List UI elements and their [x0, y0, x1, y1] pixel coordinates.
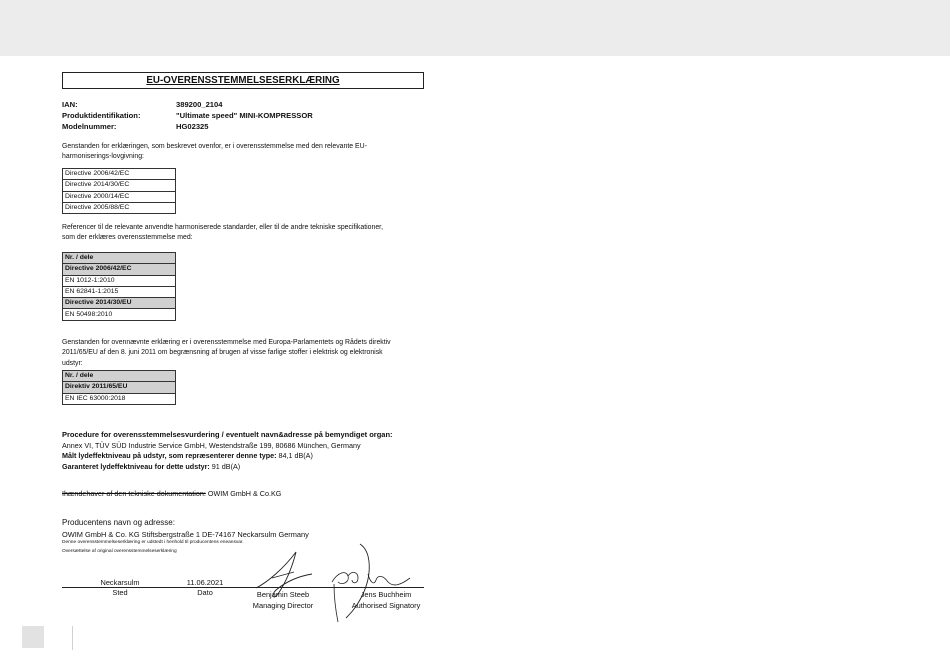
producer-address: OWIM GmbH & Co. KG Stiftsbergstraße 1 DE-74167 Neckarsulm Germany: [62, 530, 309, 539]
place-label: Sted: [112, 588, 128, 597]
directive-cell: Directive 2014/30/EC: [63, 180, 176, 191]
sole-responsibility-note: Denne overensstemmelseserklæring er udstedt i henhold til producentens eneansvar.: [62, 540, 244, 546]
directive-cell: Directive 2005/88/EC: [63, 202, 176, 213]
directive-cell: Directive 2006/42/EC: [63, 169, 176, 180]
date-value: 11.06.2021: [186, 578, 224, 587]
conformity-procedure: [62, 430, 424, 472]
documentation-holder: Ihændehaver af den tekniske dokumentation: OWIM GmbH & Co.KG: [62, 489, 282, 498]
rohs-table: [62, 370, 176, 405]
product-row: Produktidentifikation: "Ultimate speed" MINI-KOMPRESSOR: [62, 111, 313, 120]
product-identification: [62, 100, 313, 133]
standard-cell: EN 62841-1:2015: [63, 286, 176, 297]
standard-cell: EN 1012-1:2010: [63, 275, 176, 286]
references-paragraph: Referencer til de relevante anvendte harmoniserede standarder, eller til de andre tekniske specifikationer, som der erklæres overensstemmelse med:: [62, 224, 383, 242]
producer-block: [62, 517, 424, 556]
table-header-cell: Nr. / dele: [63, 371, 176, 382]
signer-authorised-signatory: Jens Buchheim Authorised Signatory: [351, 590, 421, 610]
intro-paragraph: Genstanden for erklæringen, som beskrevet ovenfor, er i overensstemmelse med den relevante EU- harmoniserings-lovgivning:: [62, 143, 367, 161]
rohs-paragraph: Genstanden for ovennævnte erklæring er i overensstemmelse med Europa-Parlamentets og Rådets direktiv 2011/65/EU af den 8. juni 2011 om begrænsning af brugen af visse farlige stoffer i elektrisk og elektronisk udstyr:: [62, 339, 391, 367]
ian-row: IAN: 389200_2104: [62, 100, 223, 109]
document-title: EU-OVERENSSTEMMELSESERKLÆRING: [62, 72, 424, 89]
standards-table: [62, 252, 176, 321]
producer-heading: Producentens navn og adresse:: [62, 518, 175, 527]
date-label: Dato: [197, 588, 213, 597]
standard-cell: EN 50498:2010: [63, 309, 176, 320]
place-value: Neckarsulm: [100, 578, 140, 587]
page-thumbnail-indicator[interactable]: [22, 626, 44, 648]
table-header-cell: Nr. / dele: [63, 253, 176, 264]
directives-table: [62, 168, 176, 214]
table-header-cell: Directive 2006/42/EC: [63, 264, 176, 275]
guaranteed-sound-level: Garanteret lydeffektniveau for dette udstyr: 91 dB(A): [62, 461, 241, 471]
measured-sound-level: Målt lydeffektniveau på udstyr, som repræsenterer denne type: 84,1 dB(A): [62, 451, 313, 461]
divider: [72, 626, 73, 650]
model-row: Modelnummer: HG02325: [62, 122, 209, 131]
standard-cell: EN IEC 63000:2018: [63, 393, 176, 404]
table-header-cell: Direktiv 2011/65/EU: [63, 382, 176, 393]
procedure-text: Annex VI, TÜV SÜD Industrie Service GmbH, Westendstraße 199, 80686 München, Germany: [62, 440, 361, 450]
directive-cell: Directive 2000/14/EC: [63, 191, 176, 202]
procedure-heading: Procedure for overensstemmelsesvurdering / eventuelt navn&adresse på bemyndiget organ:: [62, 430, 393, 439]
table-header-cell: Directive 2014/30/EU: [63, 298, 176, 309]
viewer-top-band: [0, 0, 950, 56]
translation-note: Oversættelse af original overensstemmelseserklæring: [62, 549, 177, 555]
signer-managing-director: Benjamin Steeb Managing Director: [252, 590, 314, 610]
